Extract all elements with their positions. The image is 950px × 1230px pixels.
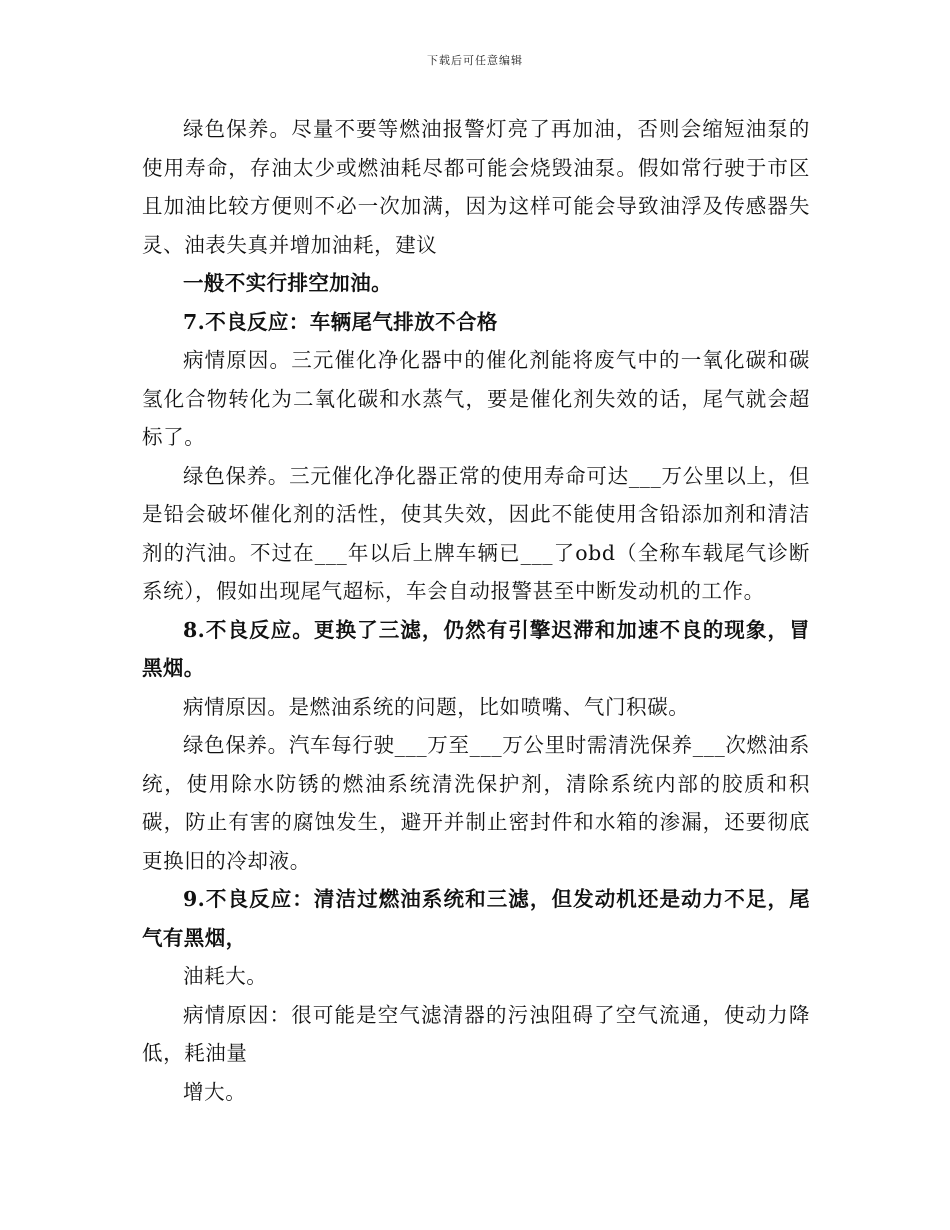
heading-reaction-9: 9.不良反应：清洁过燃油系统和三滤，但发动机还是动力不足，尾气有黑烟， xyxy=(142,887,810,950)
paragraph-cause-8: 病情原因。是燃油系统的问题，比如喷嘴、气门积碳。 xyxy=(183,694,690,719)
page-header: 下载后可任意编辑 xyxy=(427,54,523,67)
paragraph-cause-9: 病情原因：很可能是空气滤清器的污浊阻碍了空气流通，使动力降低，耗油量 xyxy=(142,1002,810,1065)
paragraph-cause-7: 病情原因。三元催化净化器中的催化剂能将废气中的一氧化碳和碳氢化合物转化为二氧化碳和水蒸气，要是催化剂失效的话，尾气就会超标了。 xyxy=(142,348,810,449)
paragraph-fuel-consumption: 油耗大。 xyxy=(183,964,268,988)
paragraph-increase: 增大。 xyxy=(183,1079,247,1104)
heading-reaction-7: 7.不良反应：车辆尾气排放不合格 xyxy=(183,309,498,334)
paragraph-no-empty-refuel: 一般不实行排空加油。 xyxy=(183,271,392,295)
paragraph-maintenance-7: 绿色保养。三元催化净化器正常的使用寿命可达___万公里以上，但是铅会破坏催化剂的活性，使其失效，因此不能使用含铅添加剂和清洁剂的汽油。不过在___年以后上牌车辆已___了obd（全称车载尾气诊断系统），假如出现尾气超标，车会自动报警甚至中断发动机的工作。 xyxy=(142,463,810,603)
document-body xyxy=(142,110,810,1111)
heading-reaction-8: 8.不良反应。更换了三滤，仍然有引擎迟滞和加速不良的现象，冒黑烟。 xyxy=(142,617,810,680)
paragraph-green-maintenance-fuel: 绿色保养。尽量不要等燃油报警灯亮了再加油，否则会缩短油泵的使用寿命，存油太少或燃油耗尽都可能会烧毁油泵。假如常行驶于市区且加油比较方便则不必一次加满，因为这样可能会导致油浮及传感器失灵、油表失真并增加油耗，建议 xyxy=(142,117,810,257)
paragraph-maintenance-8: 绿色保养。汽车每行驶___万至___万公里时需清洗保养___次燃油系统，使用除水防锈的燃油系统清洗保护剂，清除系统内部的胶质和积碳，防止有害的腐蚀发生，避开并制止密封件和水箱的渗漏，还要彻底更换旧的冷却液。 xyxy=(142,733,810,873)
